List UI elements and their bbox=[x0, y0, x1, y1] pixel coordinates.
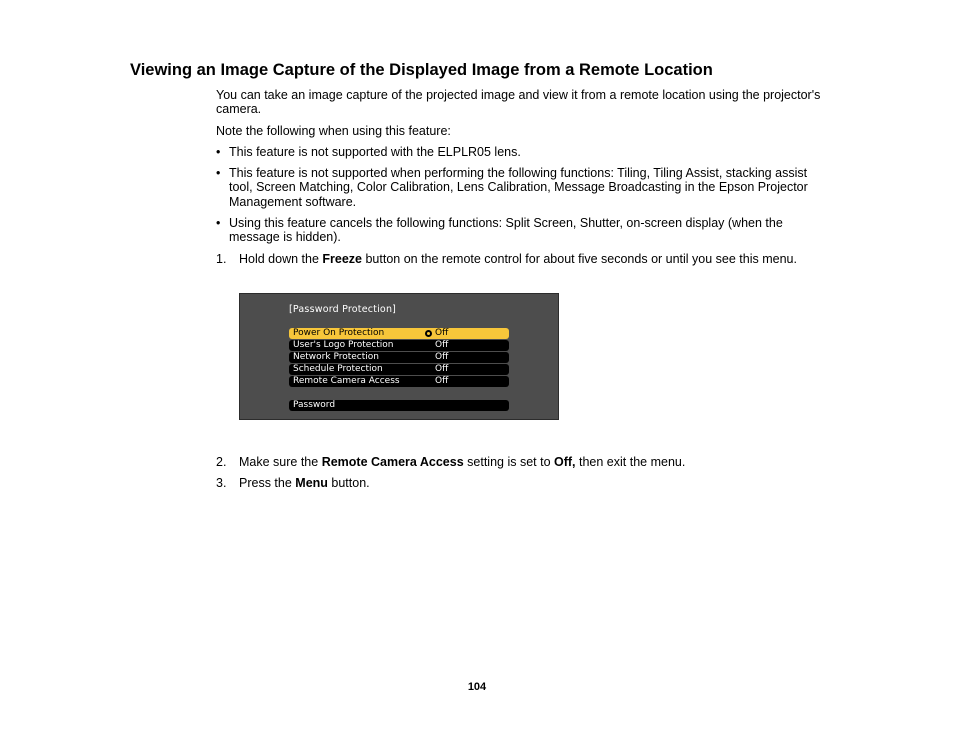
menu-row-password bbox=[289, 400, 509, 411]
menu-row-schedule-protection bbox=[289, 364, 509, 375]
menu-row-users-logo-protection bbox=[289, 340, 509, 351]
bullet-marker: • bbox=[216, 145, 221, 159]
bullet-item: Using this feature cancels the following functions: Split Screen, Shutter, on-screen display (when the message is hidden). bbox=[229, 216, 783, 245]
step-number: 2. bbox=[216, 455, 227, 469]
bullet-marker: • bbox=[216, 166, 221, 180]
menu-row-label: Schedule Protection bbox=[293, 364, 383, 374]
menu-row-label: Remote Camera Access bbox=[293, 376, 400, 386]
radio-selected-icon bbox=[425, 330, 432, 337]
menu-row-value: Off bbox=[435, 376, 449, 386]
step-text: Press the Menu button. bbox=[239, 476, 370, 490]
menu-row-value: Off bbox=[435, 364, 449, 374]
remote-camera-access-setting-name: Remote Camera Access bbox=[321, 455, 464, 469]
intro-paragraph: You can take an image capture of the projected image and view it from a remote location using the projector's camera. bbox=[216, 88, 821, 117]
menu-row-value: Off bbox=[435, 340, 449, 350]
menu-row-remote-camera-access bbox=[289, 376, 509, 387]
menu-row-value: Off bbox=[435, 352, 449, 362]
bullet-marker: • bbox=[216, 216, 221, 230]
step-text: Hold down the Freeze button on the remote control for about five seconds or until you see this menu. bbox=[239, 252, 797, 266]
password-protection-menu-screenshot bbox=[239, 293, 559, 420]
menu-title: [Password Protection] bbox=[289, 304, 397, 315]
note-paragraph: Note the following when using this feature: bbox=[216, 124, 451, 138]
menu-button-name: Menu bbox=[295, 476, 328, 490]
menu-row-label: Network Protection bbox=[293, 352, 379, 362]
step-number: 1. bbox=[216, 252, 227, 266]
bullet-item: This feature is not supported with the ELPLR05 lens. bbox=[229, 145, 521, 159]
step-text: Make sure the Remote Camera Access setting is set to Off, then exit the menu. bbox=[239, 455, 686, 469]
menu-row-label: Password bbox=[293, 400, 336, 410]
menu-row-value: Off bbox=[435, 328, 449, 338]
off-value: Off, bbox=[554, 455, 576, 469]
section-heading: Viewing an Image Capture of the Displayed Image from a Remote Location bbox=[130, 61, 713, 79]
menu-row-network-protection bbox=[289, 352, 509, 363]
bullet-item: This feature is not supported when performing the following functions: Tiling, Tiling Assist, stacking assist tool, Screen Matching, Color Calibration, Lens Calibration, Message Broadcasting in the Epson Projector Management software. bbox=[229, 166, 808, 209]
menu-row-label: Power On Protection bbox=[293, 328, 385, 338]
page-number: 104 bbox=[467, 681, 487, 693]
menu-row-label: User's Logo Protection bbox=[293, 340, 394, 350]
step-number: 3. bbox=[216, 476, 227, 490]
menu-row-power-on-protection bbox=[289, 328, 509, 339]
freeze-button-name: Freeze bbox=[322, 252, 362, 266]
